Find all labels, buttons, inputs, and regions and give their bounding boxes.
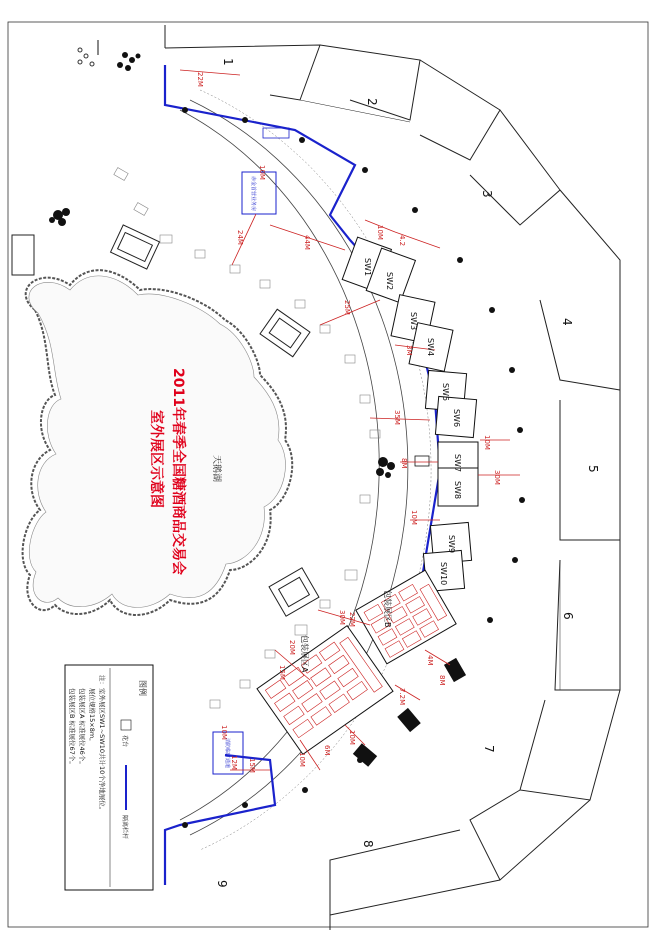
title-line-2: 室外展区示意图 <box>148 410 164 508</box>
legend-note-2: 展位规格15×8m。 <box>88 688 96 745</box>
gate-number: 8 <box>361 840 375 848</box>
dim-label: 10M <box>258 165 266 180</box>
lake-label: 天鹅湖 <box>211 455 221 483</box>
zone-a-label: 包装展区A <box>300 635 309 673</box>
dim-label: 10M <box>298 752 306 767</box>
legend-tree-swatch <box>121 720 131 730</box>
zone-b-label: 包装展区B <box>383 590 392 628</box>
legend-fence-label: 隔离栏杆 <box>121 815 128 840</box>
dim-label: 12M <box>230 755 238 770</box>
dim-label: 15M <box>248 758 256 773</box>
dim-label: 7.2M <box>398 688 406 706</box>
center-marker <box>415 456 429 466</box>
dim-label: 3M <box>405 345 413 356</box>
dim-label: 15M <box>278 665 286 680</box>
packaging-zone-a <box>257 626 393 755</box>
booth-label: SW6 <box>452 409 461 428</box>
title-line-1: 2011年春季全国糖酒商品交易会 <box>170 368 186 575</box>
legend <box>65 665 153 890</box>
legend-tree-label: 花台 <box>121 735 128 748</box>
top-box-label: 赤金首营业务房 <box>250 176 256 212</box>
gate-number: 4 <box>560 318 574 326</box>
dim-label: 24M <box>236 230 244 245</box>
dim-label: 10M <box>410 510 418 525</box>
gate-number: 1 <box>221 58 235 66</box>
gate-number: 7 <box>482 745 496 753</box>
legend-title: 图例 <box>138 680 147 696</box>
gate-number: 5 <box>586 465 600 473</box>
dim-label: 25M <box>343 300 351 315</box>
booth-label: SW2 <box>385 272 394 291</box>
booth-label: SW4 <box>426 338 435 357</box>
booth-label: SW3 <box>409 312 418 331</box>
gate-number: 6 <box>561 612 575 620</box>
booth-label: SW1 <box>363 258 372 277</box>
dim-label: 30M <box>493 470 501 485</box>
dim-label: 10M <box>348 730 356 745</box>
booth-label: SW9 <box>447 535 456 554</box>
booth-label: SW8 <box>453 481 462 500</box>
gate-number: 2 <box>365 98 379 106</box>
dim-label: 8M <box>438 675 446 686</box>
dim-label: 4M <box>426 655 434 666</box>
dim-label: 44M <box>303 235 311 250</box>
dim-label: 10M <box>376 225 384 240</box>
dim-label: 30M <box>338 610 346 625</box>
dim-label: 10M <box>220 725 228 740</box>
gate-number: 3 <box>480 190 494 198</box>
dim-label: 10M <box>483 435 491 450</box>
north-mark-icon <box>78 40 98 66</box>
dim-label: 35M <box>393 410 401 425</box>
legend-note-1: 室外展区SW1~SW10共计10个净地展位。 <box>98 688 106 814</box>
booth-label: SW7 <box>453 454 462 473</box>
bottom-box-label: 消防临时通道 <box>224 738 230 769</box>
dim-label: 8M <box>400 458 408 469</box>
dim-label: 20M <box>288 640 296 655</box>
booth-label: SW5 <box>441 383 450 402</box>
booth-label: SW10 <box>439 562 448 586</box>
dim-label: 4.2 <box>398 235 406 247</box>
dim-label: 6M <box>323 745 331 756</box>
legend-note-label: 注： <box>98 675 106 688</box>
gate-number: 9 <box>215 880 229 888</box>
dim-label: 22M <box>348 612 356 627</box>
dim-label: 22M <box>196 72 204 87</box>
legend-note-3: 包装展区A 标准展位46个。 <box>78 688 86 768</box>
legend-note-4: 包装展区B 标准展位67个。 <box>68 688 76 768</box>
